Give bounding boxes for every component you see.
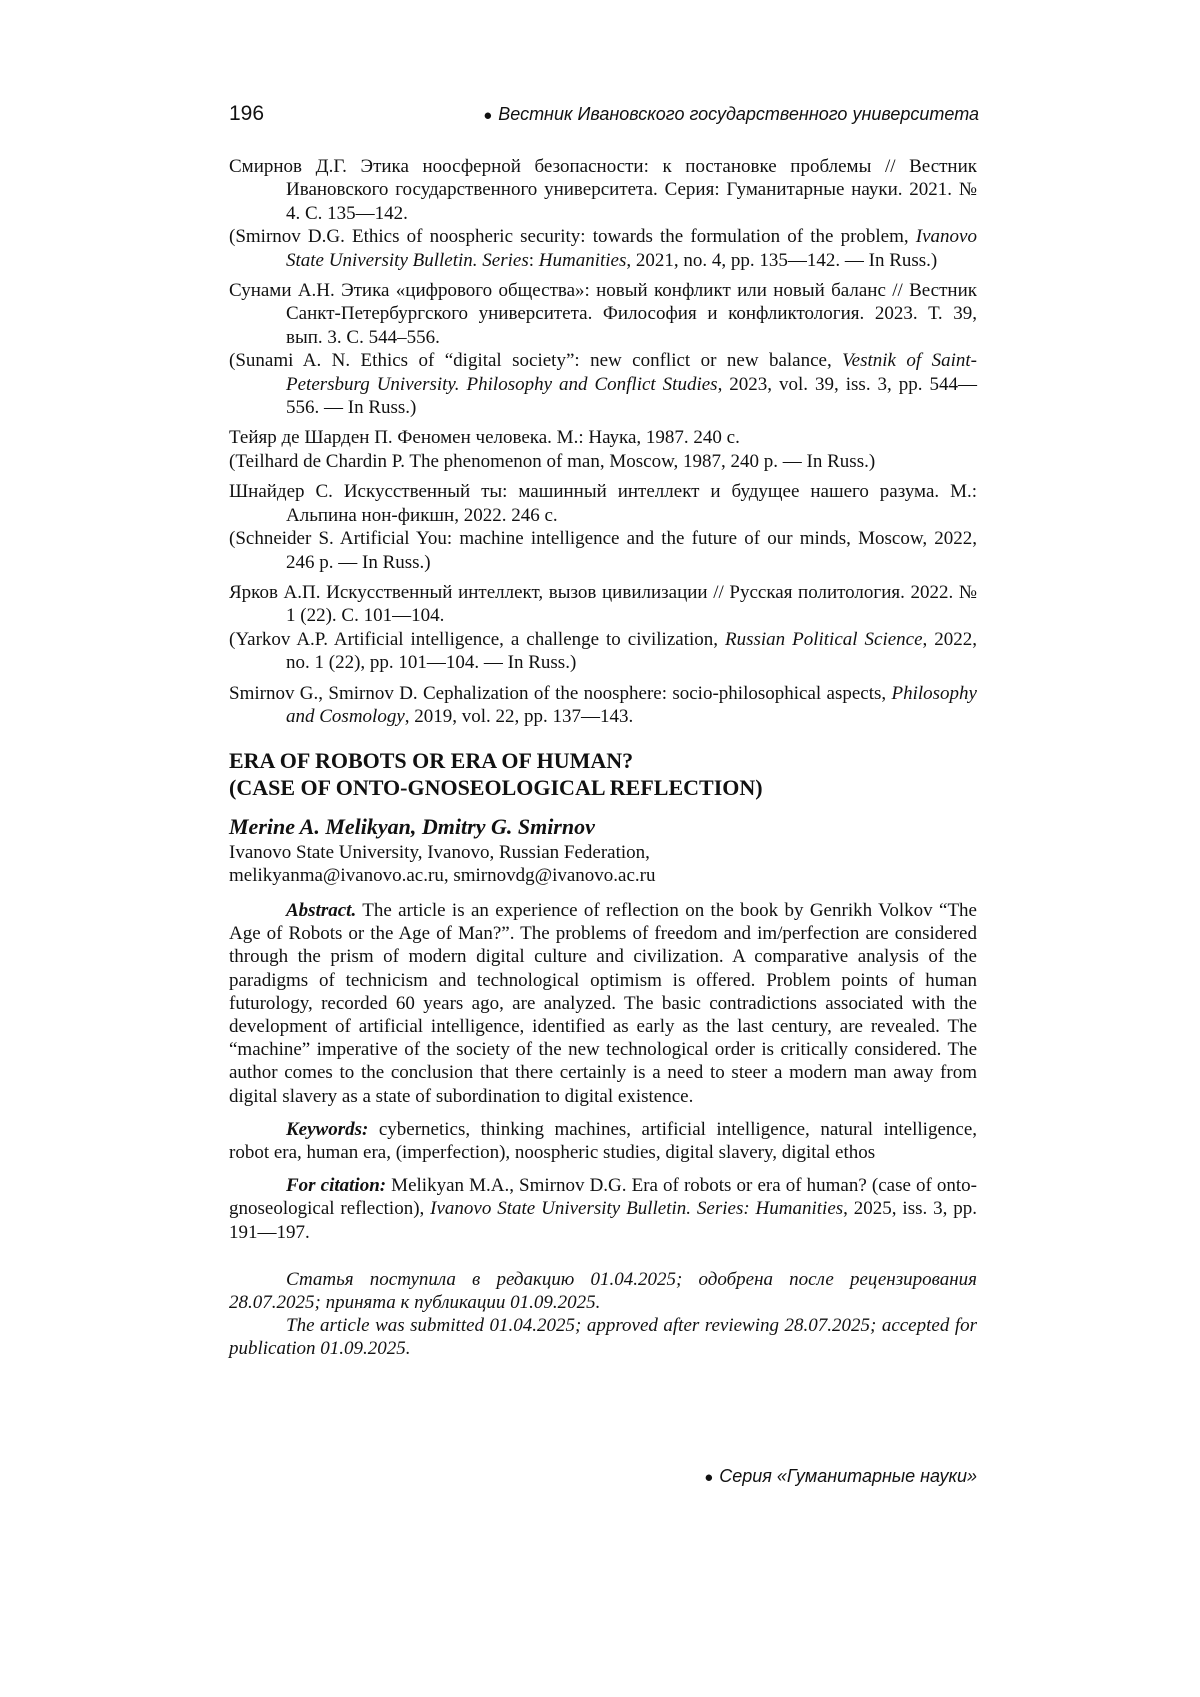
reference-entry xyxy=(229,581,977,628)
article-title-line-2: (CASE OF ONTO-GNOSEOLOGICAL REFLECTION) xyxy=(229,775,763,800)
article-authors: Merine A. Melikyan, Dmitry G. Smirnov xyxy=(229,814,595,839)
reference-entry xyxy=(229,349,977,419)
reference-source: Philosophy and Cosmology xyxy=(286,682,977,727)
page-number: 196 xyxy=(229,102,265,125)
journal-title xyxy=(483,104,979,125)
reference-text: (Sunami A. N. Ethics of “digital society”: new conflict or new balance, xyxy=(229,350,843,372)
reference-text: Smirnov G., Smirnov D. Cephalization of the noosphere: socio-philosophical aspects, xyxy=(229,682,892,704)
reference-text: Тейяр де Шарден П. Феномен человека. М.: Наука, 1987. 240 с. xyxy=(229,427,740,449)
reference-text: , 2021, no. 4, pp. 135—142. — In Russ.) xyxy=(626,249,938,271)
bullet-icon: ● xyxy=(483,107,493,124)
reference-text: , 2019, vol. 22, pp. 137—143. xyxy=(404,705,634,727)
reference-text: : xyxy=(528,249,539,271)
running-header xyxy=(229,100,979,130)
reference-source: Ivanovo State University Bulletin. Series xyxy=(286,226,977,271)
reference-text: (Teilhard de Chardin P. The phenomenon of man, Moscow, 1987, 240 p. — In Russ.) xyxy=(229,450,876,472)
citation-text-2: , 2025, iss. 3, pp. 191—197. xyxy=(229,1198,977,1243)
reference-text: (Yarkov A.P. Artificial intelligence, a challenge to civilization, xyxy=(229,628,725,650)
reference-text: Ярков А.П. Искусственный интеллект, вызов цивилизации // Русская политология. 2022. № 1 (22). С. 101—104. xyxy=(229,581,977,627)
bullet-icon: ● xyxy=(704,1469,714,1486)
keywords xyxy=(229,1118,977,1164)
reference-text: Шнайдер С. Искусственный ты: машинный интеллект и будущее нашего разума. М.: Альпина нон-фикшн, 2022. 246 с. xyxy=(229,481,977,526)
reference-text: (Schneider S. Artificial You: machine intelligence and the future of our minds, Moscow, 2022, 246 p. — In Russ.) xyxy=(229,528,977,573)
author-affiliation: Ivanovo State University, Ivanovo, Russian Federation, xyxy=(229,842,650,863)
reference-entry xyxy=(229,682,977,729)
reference-entry xyxy=(229,426,977,449)
citation-text-1: Melikyan M.A., Smirnov D.G. Era of robots or era of human? (case of onto-gnoseological reflection), xyxy=(229,1175,977,1220)
series-name: Серия «Гуманитарные науки» xyxy=(719,1466,977,1486)
journal-name: Вестник Ивановского государственного университета xyxy=(498,104,979,124)
keywords-label: Keywords: xyxy=(286,1118,369,1140)
reference-text: , 2022, no. 1 (22), pp. 101—104. — In Russ.) xyxy=(286,628,977,674)
reference-entry xyxy=(229,279,977,349)
article-title-line-1: ERA OF ROBOTS OR ERA OF HUMAN? xyxy=(229,748,634,773)
keywords-text: cybernetics, thinking machines, artificial intelligence, natural intelligence, robot era, human era, (imperfection), noospheric studies, digital slavery, digital ethos xyxy=(229,1118,977,1164)
reference-list xyxy=(229,155,977,728)
reference-text: Смирнов Д.Г. Этика ноосферной безопасности: к постановке проблемы // Вестник Ивановского государственного университета. Серия: Гуманитарные науки. 2021. № 4. С. 135—142. xyxy=(229,156,977,224)
citation-label: For citation: xyxy=(286,1175,387,1197)
citation xyxy=(229,1174,977,1244)
reference-entry xyxy=(229,225,977,272)
abstract-label: Abstract. xyxy=(286,900,357,921)
reference-entry xyxy=(229,527,977,574)
submission-notes xyxy=(229,1268,977,1361)
author-emails: melikyanma@ivanovo.ac.ru, smirnovdg@ivanovo.ac.ru xyxy=(229,865,656,886)
article-title xyxy=(229,747,977,801)
reference-source: Russian Political Science xyxy=(724,628,923,650)
submission-note-en: The article was submitted 01.04.2025; approved after reviewing 28.07.2025; accepted for publication 01.09.2025. xyxy=(229,1315,977,1360)
reference-entry xyxy=(229,628,977,675)
reference-source: Humanities xyxy=(538,249,627,271)
article-block xyxy=(229,747,977,1361)
reference-text: , 2023, vol. 39, iss. 3, pp. 544—556. — In Russ.) xyxy=(286,373,977,419)
reference-text: Сунами А.Н. Этика «цифрового общества»: новый конфликт или новый баланс // Вестник Санкт-Петербургского университета. Философия и конфликтология. 2023. Т. 39, вып. 3. С. 544–556. xyxy=(229,280,977,348)
reference-text: (Smirnov D.G. Ethics of noospheric security: towards the formulation of the problem, xyxy=(229,226,916,248)
citation-journal: Ivanovo State University Bulletin. Series: Humanities xyxy=(430,1198,844,1220)
abstract xyxy=(229,899,977,1108)
reference-source: Vestnik of Saint-Petersburg University. Philosophy and Conflict Studies xyxy=(286,350,977,395)
reference-entry xyxy=(229,155,977,225)
reference-entry xyxy=(229,450,977,473)
reference-entry xyxy=(229,480,977,527)
running-footer xyxy=(704,1466,977,1487)
submission-note-ru: Статья поступила в редакцию 01.04.2025; одобрена после рецензирования 28.07.2025; принята к публикации 01.09.2025. xyxy=(229,1268,977,1314)
abstract-text: The article is an experience of reflection on the book by Genrikh Volkov “The Age of Robots or the Age of Man?”. The problems of freedom and im/perfection are considered through the prism of modern digital culture and civilization. A comparative analysis of the paradigms of technicism and technological optimism is offered. Problem points of human futurology, recorded 60 years ago, are analyzed. The basic contradictions associated with the development of artificial intelligence, identified as early as the last century, are revealed. The “machine” imperative of the society of the new technological order is critically considered. The author comes to the conclusion that there certainly is a need to steer a modern man away from digital slavery as a state of subordination to digital existence. xyxy=(229,900,977,1107)
